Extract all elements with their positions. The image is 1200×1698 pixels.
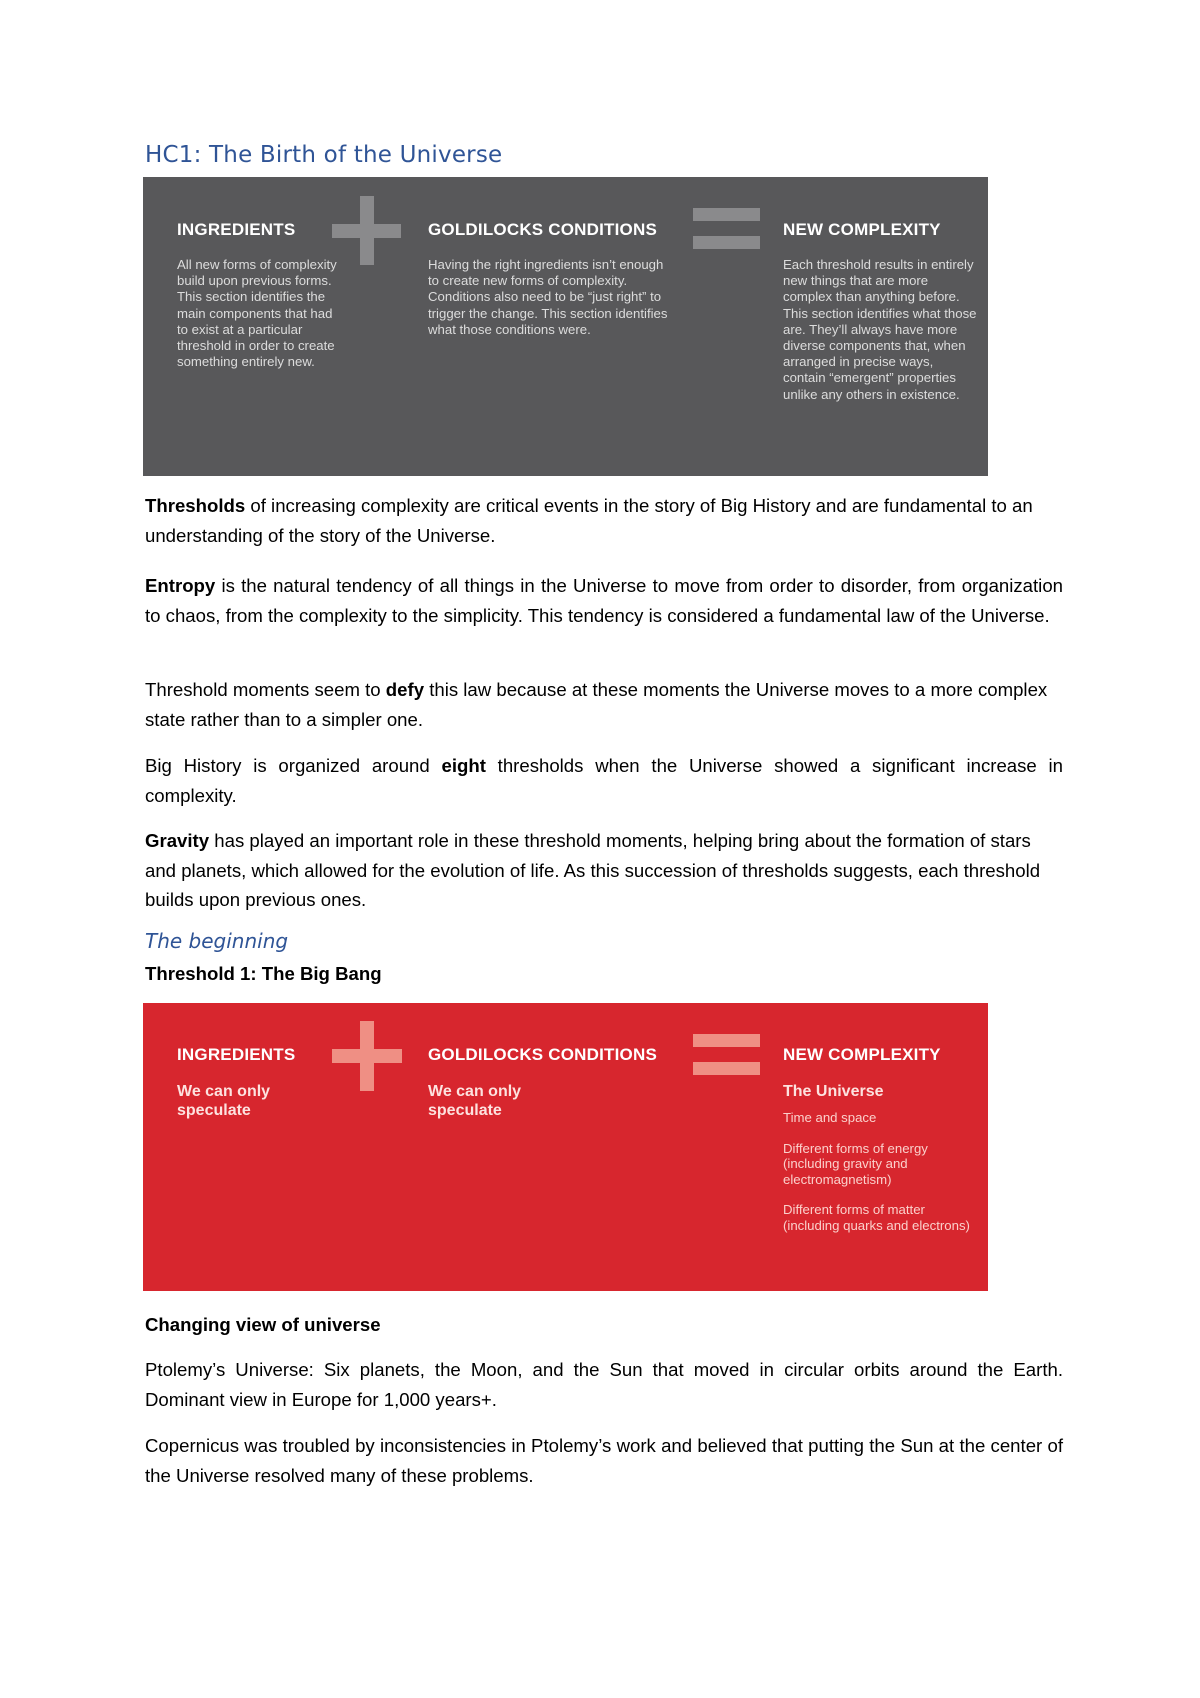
complexity-item: Time and space — [783, 1110, 877, 1125]
goldilocks-description: Having the right ingredients isn’t enough to create new forms of complexity. Conditions also need to be “just right” to trigger the change. This section identifies what those conditions were. — [428, 257, 668, 337]
goldilocks-column — [428, 1045, 673, 1120]
threshold-heading: Threshold 1: The Big Bang — [145, 963, 382, 984]
complexity-subheading: The Universe — [783, 1083, 884, 1100]
plus-icon — [332, 1021, 402, 1091]
equals-icon — [693, 208, 760, 264]
goldilocks-column — [428, 220, 673, 338]
ingredients-column — [177, 220, 337, 370]
page-title: HC1: The Birth of the Universe — [145, 142, 503, 168]
complexity-column — [783, 1045, 978, 1233]
complexity-item: Different forms of energy (including gravity and electromagnetism) — [783, 1140, 928, 1187]
plus-icon — [332, 196, 401, 265]
changing-view-heading: Changing view of universe — [145, 1314, 381, 1335]
big-bang-banner — [143, 1003, 988, 1291]
paragraph-thresholds: Thresholds of increasing complexity are critical events in the story of Big History and are fundamental to an understanding of the story of the Universe. — [145, 495, 1033, 546]
paragraph-ptolemy: Ptolemy’s Universe: Six planets, the Moon, and the Sun that moved in circular orbits around the Earth. Dominant view in Europe for 1,000 years+. — [145, 1359, 1063, 1410]
equals-icon — [693, 1034, 760, 1090]
goldilocks-heading: GOLDILOCKS CONDITIONS — [428, 220, 657, 239]
threshold-framework-banner — [143, 177, 988, 476]
goldilocks-text: We can only speculate — [428, 1083, 522, 1119]
ingredients-heading: INGREDIENTS — [177, 1045, 296, 1064]
section-heading: The beginning — [145, 929, 289, 953]
ingredients-heading: INGREDIENTS — [177, 220, 296, 239]
complexity-heading: NEW COMPLEXITY — [783, 220, 941, 239]
goldilocks-heading: GOLDILOCKS CONDITIONS — [428, 1045, 657, 1064]
complexity-heading: NEW COMPLEXITY — [783, 1045, 941, 1064]
complexity-description: Each threshold results in entirely new things that are more complex than anything before. This section identifies what those are. They’ll always have more diverse components that, when arranged in precise ways, contain “emergent” properties unlike any others in existence. — [783, 257, 977, 402]
complexity-column — [783, 220, 978, 403]
paragraph-defy: Threshold moments seem to defy this law because at these moments the Universe moves to a more complex state rather than to a simpler one. — [145, 679, 1048, 730]
ingredients-text: We can only speculate — [177, 1083, 271, 1119]
paragraph-entropy: Entropy is the natural tendency of all things in the Universe to move from order to disorder, from organization to chaos, from the complexity to the simplicity. This tendency is considered a fundamental law of the Universe. — [145, 575, 1063, 626]
ingredients-description: All new forms of complexity build upon previous forms. This section identifies the main components that had to exist at a particular threshold in order to create something entirely new. — [177, 257, 337, 370]
ingredients-column — [177, 1045, 337, 1120]
complexity-item: Different forms of matter (including quarks and electrons) — [783, 1202, 970, 1233]
paragraph-eight-thresholds: Big History is organized around eight thresholds when the Universe showed a significant increase in complexity. — [145, 755, 1064, 806]
paragraph-copernicus: Copernicus was troubled by inconsistencies in Ptolemy’s work and believed that putting the Sun at the center of the Universe resolved many of these problems. — [145, 1435, 1063, 1486]
paragraph-gravity: Gravity has played an important role in these threshold moments, helping bring about the formation of stars and planets, which allowed for the evolution of life. As this succession of thresholds suggests, each threshold builds upon previous ones. — [145, 830, 1041, 910]
